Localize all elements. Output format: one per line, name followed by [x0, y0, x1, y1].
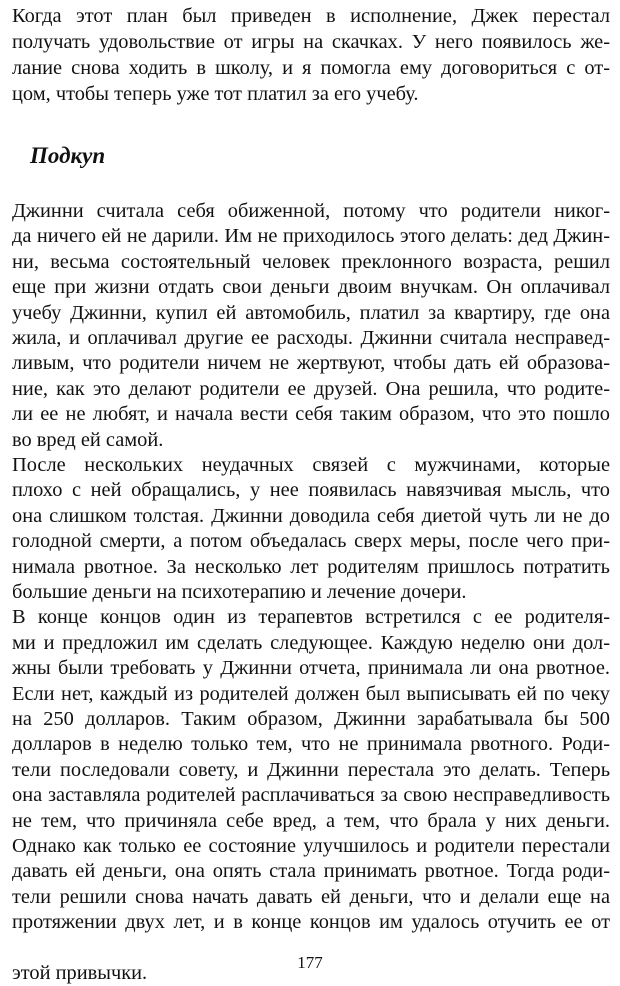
text-line: цом, чтобы теперь уже тот платил за его учебу.: [12, 83, 419, 106]
text-line: ливым, что родители ничем не жертвуют, чтобы дать ей образова-: [12, 352, 610, 375]
text-line: да ничего ей не дарили. Им не приходилось этого делать: дед Джин-: [12, 225, 610, 248]
text-line: Если нет, каждый из родителей должен был выписывать ей по чеку: [12, 682, 610, 705]
text-line: еще при жизни отдать свои деньги двоим внучкам. Он оплачивал: [12, 276, 610, 299]
text-line: голодной смерти, а потом объедалась сверх меры, после чего при-: [12, 530, 610, 553]
text-line: ми и предложил им сделать следующее. Каждую неделю они дол-: [12, 631, 610, 654]
text-line: она заставляла родителей расплачиваться за свою несправедливость: [12, 784, 610, 807]
text-line: лание снова ходить в школу, и я помогла ему договориться с от-: [12, 57, 610, 80]
text-line: ни, весьма состоятельный человек преклонного возраста, решил: [12, 250, 610, 273]
text-line: После нескольких неудачных связей с мужчинами, которые: [12, 454, 610, 476]
text-line: этой привычки.: [12, 962, 148, 984]
text-line: большие деньги на психотерапию и лечение дочери.: [12, 581, 467, 603]
text-line: учебу Джинни, купил ей автомобиль, платил за квартиру, где она: [12, 301, 610, 324]
text-line: на 250 долларов. Таким образом, Джинни зарабатывала бы 500: [12, 708, 610, 730]
text-line: Однако как только ее состояние улучшилось и родители перестали: [12, 835, 610, 857]
text-line: не тем, что причиняла себе вред, а тем, что брала у них деньги.: [12, 809, 610, 832]
text-line: Джинни считала себя обиженной, потому что родители никог-: [12, 200, 610, 222]
text-line: протяжении двух лет, и в конце концов им удалось отучить ее от: [12, 911, 610, 934]
text-line: Когда этот план был приведен в исполнение, Джек перестал: [12, 5, 610, 27]
text-line: долларов в неделю только тем, что не принимала рвотного. Роди-: [12, 733, 610, 756]
text-line: В конце концов один из терапевтов встретился с ее родителя-: [12, 606, 610, 629]
text-line: нимала рвотное. За несколько лет родителям пришлось потратить: [12, 555, 610, 578]
text-line: жны были требовать у Джинни отчета, принимала ли она рвотное.: [12, 657, 610, 680]
text-line: во вред ей самой.: [12, 428, 164, 451]
text-line: ние, как это делают родители ее друзей. Она решила, что родите-: [12, 377, 610, 400]
text-line: тели последовали совету, и Джинни перестала это делать. Теперь: [12, 758, 610, 781]
text-line: ли ее не любят, и начала вести себя таким образом, что это пошло: [12, 403, 610, 426]
text-line: она слишком толстая. Джинни доводила себя диетой чуть ли не до: [12, 504, 610, 527]
section-heading: Подкуп: [30, 143, 106, 168]
page-number: 177: [297, 953, 323, 972]
text-line: давать ей деньги, она опять стала принимать рвотное. Тогда роди-: [12, 860, 610, 883]
text-line: получать удовольствие от игры на скачках. У него появилось же-: [12, 31, 610, 54]
text-line: жила, и оплачивал другие ее расходы. Джинни считала несправед-: [12, 327, 610, 349]
text-line: тели решили снова начать давать ей деньги, что и делали еще на: [12, 885, 610, 908]
text-line: плохо с ней обращались, у нее появилась навязчивая мысль, что: [12, 479, 610, 502]
